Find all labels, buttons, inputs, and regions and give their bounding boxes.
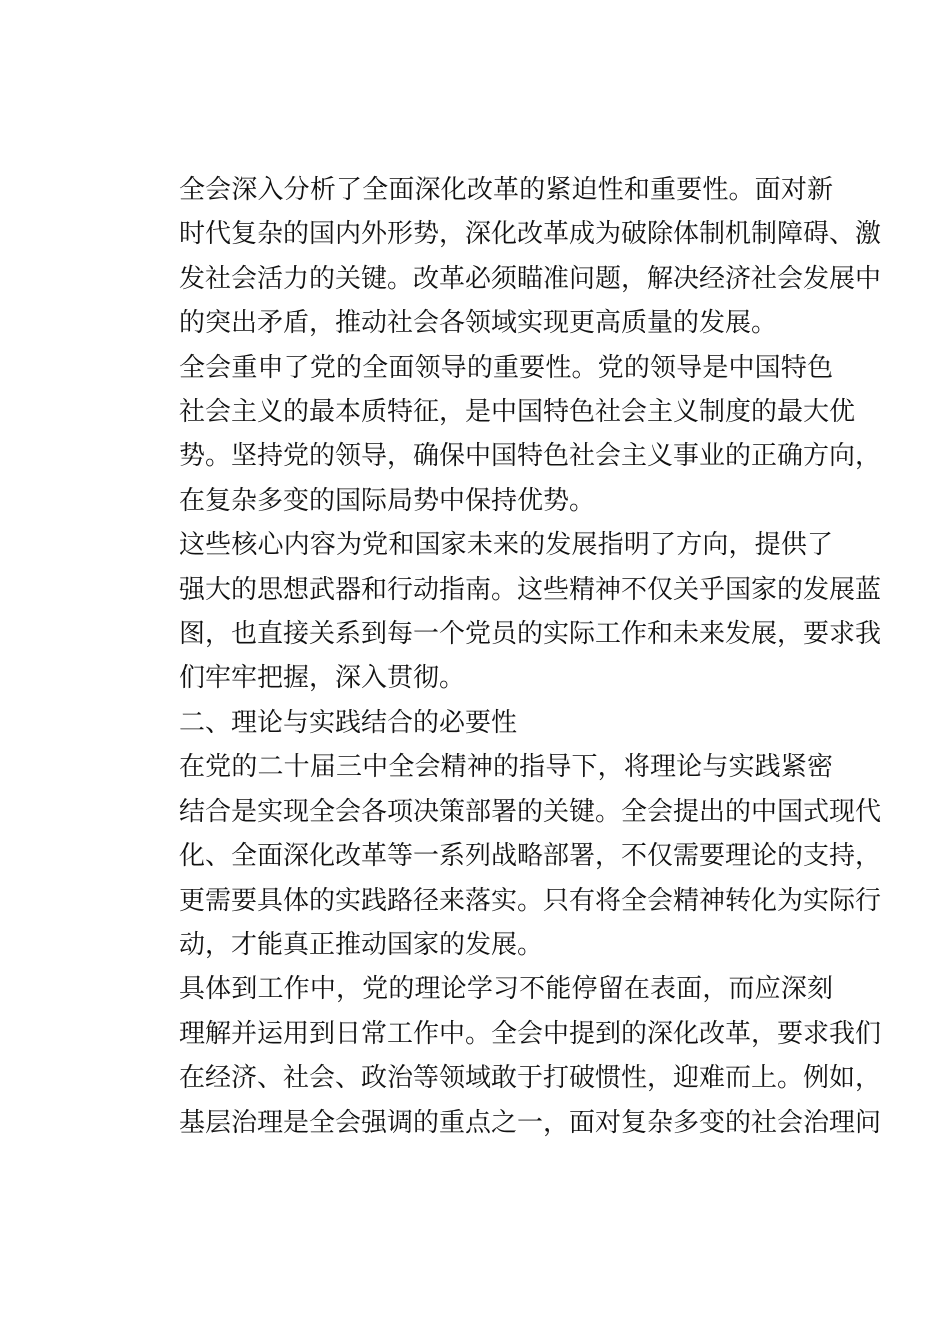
paragraph-work-application	[127, 967, 882, 1145]
text-line: 基层治理是全会强调的重点之一，面对复杂多变的社会治理问	[179, 1107, 882, 1138]
paragraph-reform-urgency	[127, 168, 882, 346]
text-line: 图，也直接关系到每一个党员的实际工作和未来发展，要求我	[179, 619, 882, 650]
text-line: 化、全面深化改革等一系列战略部署，不仅需要理论的支持，	[179, 841, 882, 872]
text-line: 具体到工作中，党的理论学习不能停留在表面，而应深刻	[179, 974, 833, 1005]
text-line: 们牢牢把握，深入贯彻。	[179, 663, 466, 694]
text-line: 势。坚持党的领导，确保中国特色社会主义事业的正确方向，	[179, 441, 882, 472]
text-line: 结合是实现全会各项决策部署的关键。全会提出的中国式现代	[179, 796, 882, 827]
paragraph-core-content	[127, 523, 882, 701]
text-line: 在经济、社会、政治等领域敢于打破惯性，迎难而上。例如，	[179, 1063, 882, 1094]
text-line: 理解并运用到日常工作中。全会中提到的深化改革，要求我们	[179, 1018, 882, 1049]
text-line: 全会深入分析了全面深化改革的紧迫性和重要性。面对新	[179, 175, 833, 205]
text-line: 强大的思想武器和行动指南。这些精神不仅关乎国家的发展蓝	[179, 574, 882, 605]
paragraph-party-leadership	[127, 346, 882, 524]
text-line: 全会重申了党的全面领导的重要性。党的领导是中国特色	[179, 352, 833, 383]
text-line: 动，才能真正推动国家的发展。	[179, 929, 544, 960]
document-body	[127, 168, 882, 1145]
paragraph-theory-practice	[127, 745, 882, 967]
section-heading: 二、理论与实践结合的必要性	[179, 707, 518, 738]
text-line: 这些核心内容为党和国家未来的发展指明了方向，提供了	[179, 530, 833, 561]
text-line: 发社会活力的关键。改革必须瞄准问题，解决经济社会发展中	[179, 263, 882, 294]
text-line: 时代复杂的国内外形势，深化改革成为破除体制机制障碍、激	[179, 219, 882, 250]
text-line: 的突出矛盾，推动社会各领域实现更高质量的发展。	[179, 308, 778, 339]
text-line: 更需要具体的实践路径来落实。只有将全会精神转化为实际行	[179, 885, 882, 916]
text-line: 社会主义的最本质特征，是中国特色社会主义制度的最大优	[179, 397, 856, 428]
text-line: 在党的二十届三中全会精神的指导下，将理论与实践紧密	[179, 752, 833, 783]
text-line: 在复杂多变的国际局势中保持优势。	[179, 485, 596, 516]
